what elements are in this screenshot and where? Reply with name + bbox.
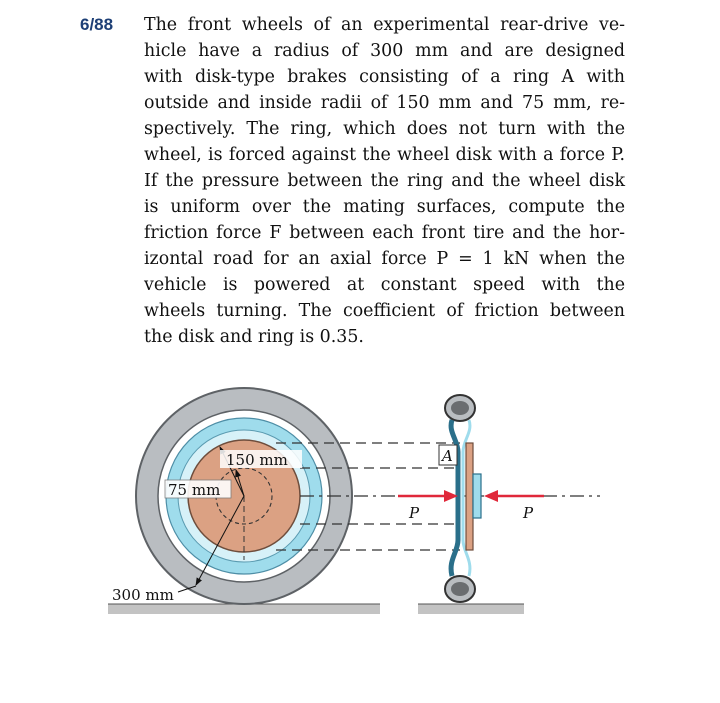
problem-line: wheels turning. The coefficient of friction between: [144, 301, 625, 321]
problem-line: spectively. The ring, which does not turn with the: [144, 119, 625, 139]
problem-line: wheel, is forced against the wheel disk with a force P.: [144, 145, 625, 165]
road: [108, 604, 524, 614]
problem-line: vehicle is powered at constant speed with the: [144, 275, 625, 295]
problem-line: outside and inside radii of 150 mm and 75 mm, re-: [144, 93, 625, 113]
wheel-radius-label: 300 mm: [112, 586, 174, 604]
brake-ring-edge: [466, 443, 473, 550]
problem-line: friction force F between each front tire and the hor-: [144, 223, 625, 243]
hub: [473, 474, 481, 518]
outer-radius-label: 150 mm: [226, 451, 288, 469]
problem-line: is uniform over the mating surfaces, compute the: [144, 197, 625, 217]
problem-line: the disk and ring is 0.35.: [144, 327, 364, 347]
inner-radius-label: 75 mm: [168, 481, 221, 499]
problem-line: If the pressure between the ring and the wheel disk: [144, 171, 625, 191]
ring-label: A: [442, 447, 453, 465]
problem-line: hicle have a radius of 300 mm and are designed: [144, 41, 625, 61]
problem-number: 6/88: [80, 15, 114, 34]
problem-line: with disk-type brakes consisting of a ring A with: [144, 67, 625, 87]
force-right-label: P: [523, 504, 534, 522]
problem-line: The front wheels of an experimental rear-drive ve-: [144, 15, 625, 35]
force-left-label: P: [409, 504, 420, 522]
problem-line: izontal road for an axial force P = 1 kN when the: [144, 249, 625, 269]
